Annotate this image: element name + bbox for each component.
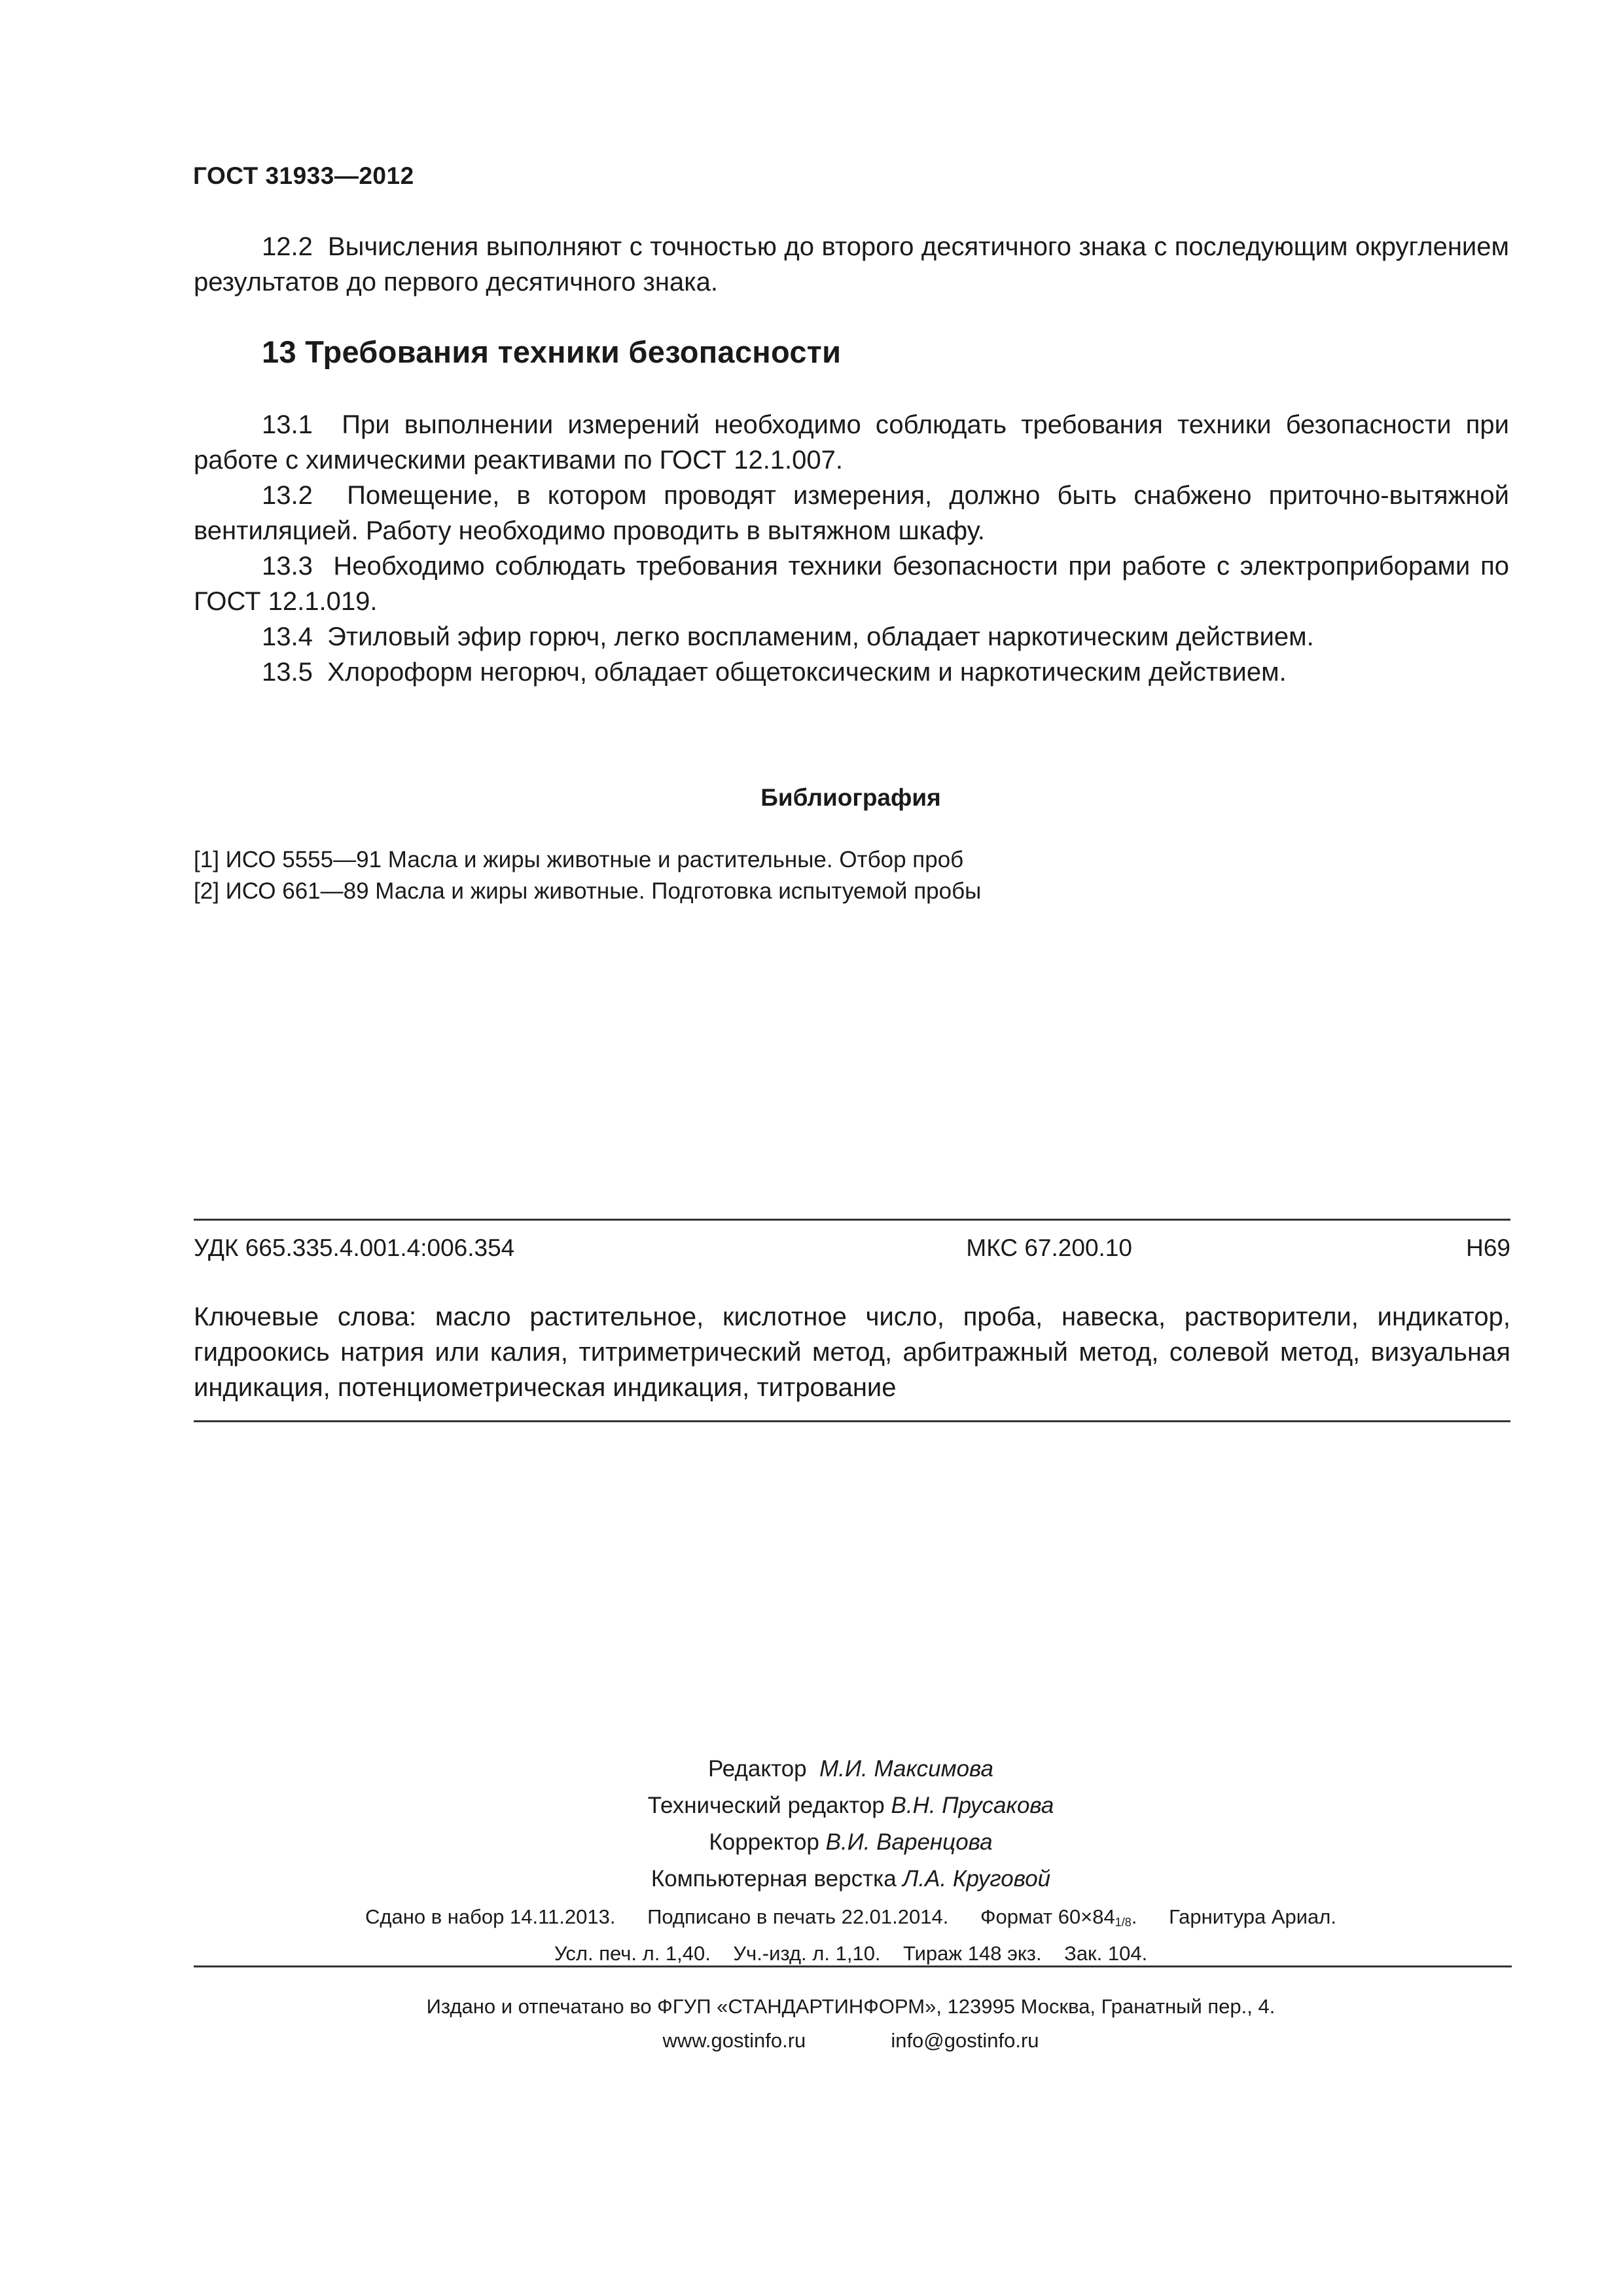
credit-name: В.И. Варенцова <box>825 1829 993 1855</box>
divider-bottom <box>194 1420 1510 1422</box>
clause-number: 13.3 <box>262 552 313 581</box>
credit-role: Технический редактор <box>647 1793 885 1818</box>
clause-13-3 <box>194 548 1509 619</box>
divider-top <box>194 1219 1510 1221</box>
clause-13-2 <box>194 478 1509 548</box>
category-code: Н69 <box>1466 1234 1510 1261</box>
print-format: Формат 60×841/8. <box>980 1905 1137 1929</box>
clause-13-5 <box>194 655 1509 690</box>
bibliography-item: [1] ИСО 5555—91 Масла и жиры животные и растительные. Отбор проб <box>194 847 964 872</box>
publisher-block <box>0 1990 1623 2058</box>
clause-text: Хлороформ негорюч, обладает общетоксическим и наркотическим действием. <box>327 658 1287 687</box>
sent-date: Сдано в набор 14.11.2013. <box>365 1905 616 1928</box>
order-number: Зак. 104. <box>1064 1942 1148 1965</box>
format-prefix: Формат 60×84 <box>980 1905 1115 1928</box>
document-code: ГОСТ 31933—2012 <box>193 162 414 189</box>
credits-block <box>0 1751 1623 1897</box>
print-sheets: Усл. печ. л. 1,40. <box>554 1942 711 1965</box>
mks-code: МКС 67.200.10 <box>966 1234 1132 1261</box>
credit-name: М.И. Максимова <box>819 1756 994 1782</box>
clause-number: 13.1 <box>262 410 313 439</box>
clause-13-1 <box>194 407 1509 478</box>
publisher-line: Издано и отпечатано во ФГУП «СТАНДАРТИНФОРМ», 123995 Москва, Гранатный пер., 4. <box>426 1995 1275 2018</box>
clause-number: 13.4 <box>262 622 313 651</box>
credit-role: Редактор <box>707 1756 807 1782</box>
clause-12-2 <box>194 229 1509 300</box>
credit-name: Л.А. Круговой <box>902 1866 1051 1892</box>
clause-text: Необходимо соблюдать требования техники безопасности при работе с электроприборами по ГОСТ 12.1.019. <box>194 552 1509 616</box>
signed-date: Подписано в печать 22.01.2014. <box>647 1905 949 1928</box>
udk-code: УДК 665.335.4.001.4:006.354 <box>194 1234 515 1261</box>
credit-layout <box>79 1861 1623 1897</box>
classification-row <box>194 1234 1510 1262</box>
print-run: Тираж 148 экз. <box>903 1942 1042 1965</box>
website-link[interactable]: www.gostinfo.ru <box>662 2029 806 2052</box>
clause-13-4 <box>194 619 1509 655</box>
credit-role: Компьютерная верстка <box>651 1866 897 1892</box>
clause-text: Этиловый эфир горюч, легко воспламеним, обладает наркотическим действием. <box>327 622 1314 651</box>
publisher-contacts <box>79 2024 1623 2058</box>
bibliography-item: [2] ИСО 661—89 Масла и жиры животные. Подготовка испытуемой пробы <box>194 878 982 904</box>
credit-editor <box>79 1751 1623 1787</box>
print-info-line-1 <box>79 1901 1623 1938</box>
bibliography-title: Библиография <box>760 784 941 811</box>
clause-text: Помещение, в котором проводят измерения, должно быть снабжено приточно-вытяжной вентиляцией. Работу необходимо проводить в вытяжном шкафу. <box>194 481 1510 545</box>
clause-number: 13.5 <box>262 658 313 687</box>
keywords: Ключевые слова: масло растительное, кислотное число, проба, навеска, растворители, индикатор, гидроокись натрия или калия, титриметрический метод, арбитражный метод, солевой метод, визуальная индикация, потенциометрическая индикация, титрование <box>194 1302 1510 1402</box>
divider-footer <box>194 1965 1512 1967</box>
clause-number: 12.2 <box>262 232 313 261</box>
credit-name: В.Н. Прусакова <box>891 1793 1054 1818</box>
email-link[interactable]: info@gostinfo.ru <box>891 2029 1039 2052</box>
credit-tech-editor <box>79 1787 1623 1824</box>
credit-role: Корректор <box>709 1829 819 1855</box>
section-title: 13 Требования техники безопасности <box>262 334 842 369</box>
bibliography-list <box>194 844 981 907</box>
typeface: Гарнитура Ариал. <box>1169 1905 1336 1928</box>
edition-sheets: Уч.-изд. л. 1,10. <box>733 1942 881 1965</box>
print-info-line-2 <box>79 1938 1623 1969</box>
format-fraction: 1/8 <box>1115 1916 1132 1929</box>
clause-text: При выполнении измерений необходимо соблюдать требования техники безопасности при работе с химическими реактивами по ГОСТ 12.1.007. <box>194 410 1509 475</box>
credit-proofreader <box>79 1824 1623 1861</box>
clause-number: 13.2 <box>262 481 313 510</box>
print-info <box>0 1901 1623 1969</box>
clause-text: Вычисления выполняют с точностью до второго десятичного знака с последующим округлением результатов до первого десятичного знака. <box>194 232 1510 296</box>
